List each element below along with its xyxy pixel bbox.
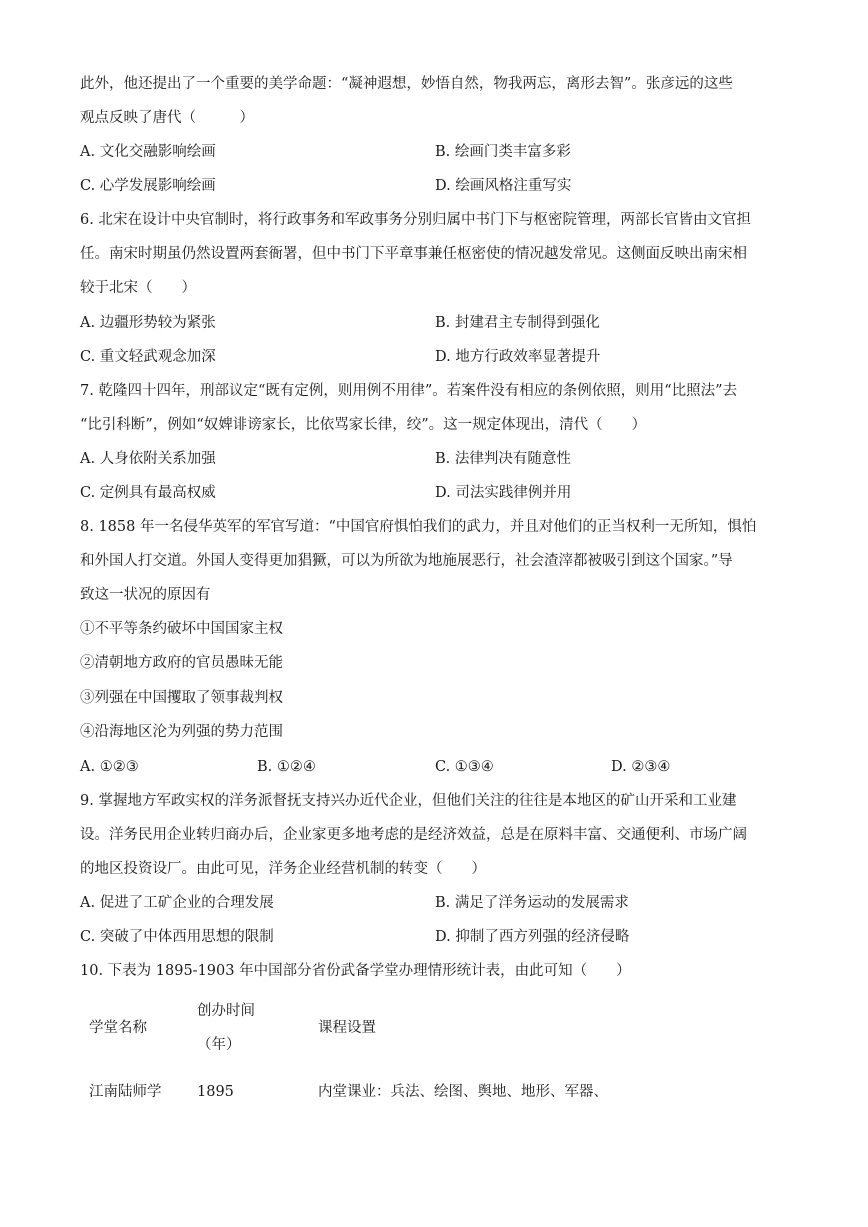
q9-stem-line: 设。洋务民用企业转归商办后，企业家更多地考虑的是经济效益，总是在原料丰富、交通便利、市场广阔 xyxy=(80,827,747,843)
q7-option-d: D. 司法实践律例并用 xyxy=(435,485,572,501)
q6-stem-line: 6. 北宋在设计中央官制时，将行政事务和军政事务分别归属中书门下与枢密院管理，两部长官皆由文官担 xyxy=(80,212,751,228)
q6-option-b: B. 封建君主专制得到强化 xyxy=(435,315,600,331)
table-cell-course: 内堂课业：兵法、绘图、舆地、地形、军器、 xyxy=(318,1084,608,1100)
q6-stem-line: 任。南宋时期虽仍然设置两套衙署，但中书门下平章事兼任枢密使的情况越发常见。这侧面反映出南宋相 xyxy=(80,246,747,262)
q5-option-c: C. 心学发展影响绘画 xyxy=(80,178,216,194)
q8-option-d: D. ②③④ xyxy=(611,759,671,775)
q9-stem-line: 的地区投资设厂。由此可见，洋务企业经营机制的转变（ ） xyxy=(80,861,486,877)
q5-option-a: A. 文化交融影响绘画 xyxy=(80,144,216,160)
q7-stem-line: 7. 乾隆四十四年，刑部议定“既有定例，则用例不用律”。若案件没有相应的条例依照，则用“比照法”去 xyxy=(80,383,738,399)
q9-option-d: D. 抑制了西方列强的经济侵略 xyxy=(435,929,630,945)
table-header-name: 学堂名称 xyxy=(89,1020,147,1036)
q8-statement: ③列强在中国攫取了领事裁判权 xyxy=(80,690,283,706)
table-header-year: 创办时间 xyxy=(197,1003,255,1019)
q8-option-c: C. ①③④ xyxy=(435,759,494,775)
q9-option-a: A. 促进了工矿企业的合理发展 xyxy=(80,895,274,911)
q8-stem-line: 8. 1858 年一名侵华英军的军官写道：“中国官府惧怕我们的武力，并且对他们的正当权利一无所知，惧怕 xyxy=(80,519,757,535)
q8-stem-line: 和外国人打交道。外国人变得更加猖獗，可以为所欲为地施展恶行，社会渣滓都被吸引到这个国家。”导 xyxy=(80,553,733,569)
q8-statement: ②清朝地方政府的官员愚昧无能 xyxy=(80,655,283,671)
table-header-course: 课程设置 xyxy=(318,1020,376,1036)
q6-option-c: C. 重文轻武观念加深 xyxy=(80,349,216,365)
q7-option-b: B. 法律判决有随意性 xyxy=(435,451,571,467)
q7-option-a: A. 人身依附关系加强 xyxy=(80,451,216,467)
table-cell-school: 江南陆师学 xyxy=(89,1084,162,1100)
q6-stem-line: 较于北宋（ ） xyxy=(80,280,196,296)
q9-stem-line: 9. 掌握地方军政实权的洋务派督抚支持兴办近代企业，但他们关注的往往是本地区的矿山开采和工业建 xyxy=(80,793,737,809)
q8-option-b: B. ①②④ xyxy=(257,759,316,775)
q5-option-d: D. 绘画风格注重写实 xyxy=(435,178,572,194)
q8-option-a: A. ①②③ xyxy=(80,759,139,775)
q6-option-d: D. 地方行政效率显著提升 xyxy=(435,349,601,365)
q10-stem-line: 10. 下表为 1895-1903 年中国部分省份武备学堂办理情形统计表，由此可知（ ） xyxy=(80,963,631,979)
q8-stem-line: 致这一状况的原因有 xyxy=(80,587,211,603)
q9-option-b: B. 满足了洋务运动的发展需求 xyxy=(435,895,629,911)
table-cell-year: 1895 xyxy=(197,1084,234,1100)
q5-stem-line: 观点反映了唐代（ ） xyxy=(80,110,254,126)
q7-option-c: C. 定例具有最高权威 xyxy=(80,485,216,501)
q5-option-b: B. 绘画门类丰富多彩 xyxy=(435,144,571,160)
q6-option-a: A. 边疆形势较为紧张 xyxy=(80,315,216,331)
q5-stem-line: 此外，他还提出了一个重要的美学命题：“凝神遐想，妙悟自然，物我两忘，离形去智”。张彦远的这些 xyxy=(80,76,733,92)
table-header-year-unit: （年） xyxy=(197,1037,241,1053)
q8-statement: ①不平等条约破坏中国国家主权 xyxy=(80,621,283,637)
q7-stem-line: “比引科断”，例如“奴婢诽谤家长，比依骂家长律，绞”。这一规定体现出，清代（ ） xyxy=(80,417,647,433)
q8-statement: ④沿海地区沦为列强的势力范围 xyxy=(80,724,283,740)
q9-option-c: C. 突破了中体西用思想的限制 xyxy=(80,929,274,945)
